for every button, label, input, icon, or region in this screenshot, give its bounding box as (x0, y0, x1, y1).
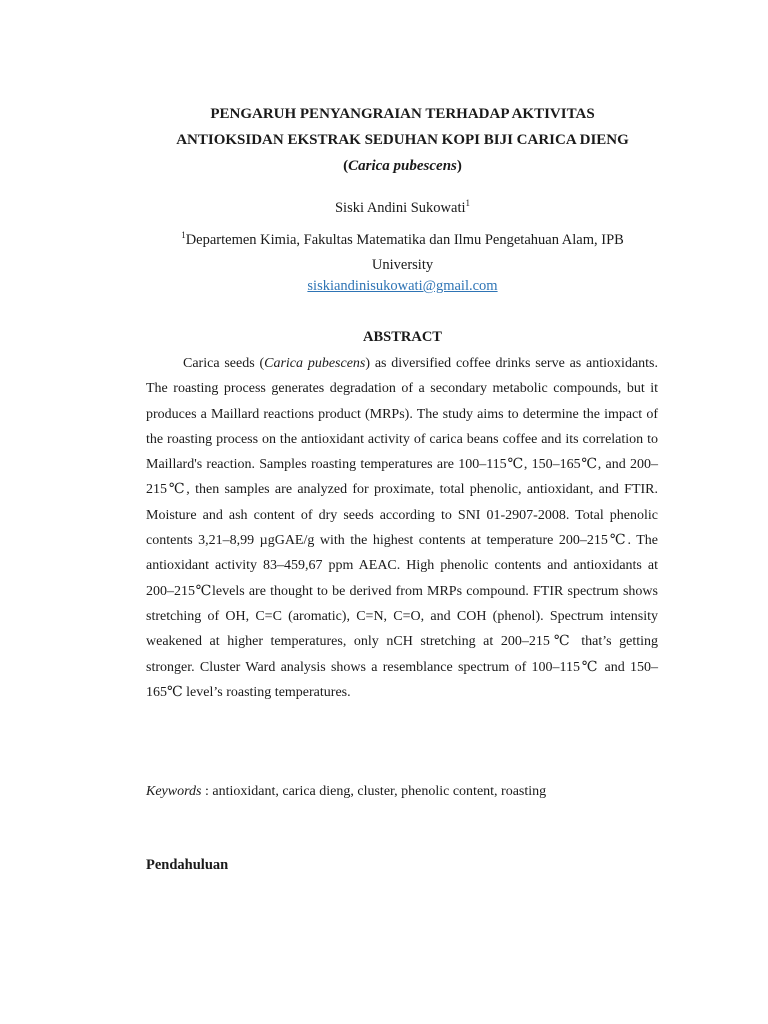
abstract-body (146, 351, 658, 705)
title-line-1: PENGARUH PENYANGRAIAN TERHADAP AKTIVITAS (210, 106, 595, 122)
keywords-text: : antioxidant, carica dieng, cluster, phenolic content, roasting (201, 784, 547, 799)
title-species: Carica pubescens (348, 158, 457, 174)
author-line (140, 200, 665, 217)
abstract-species: Carica pubescens (264, 356, 366, 371)
keywords-line (146, 781, 658, 803)
paper-title (140, 101, 665, 179)
affiliation (150, 228, 655, 278)
title-line-3 (140, 153, 665, 179)
title-paren-close: ) (456, 158, 462, 174)
keywords-label: Keywords (146, 784, 202, 799)
abstract-heading: ABSTRACT (363, 329, 442, 345)
author-superscript: 1 (465, 198, 471, 209)
affiliation-superscript: 1 (181, 230, 186, 241)
affiliation-text: Departemen Kimia, Fakultas Matematika dan Ilmu Pengetahuan Alam, IPB University (185, 232, 624, 273)
author-name: Siski Andini Sukowati (334, 200, 466, 216)
section-heading: Pendahuluan (146, 857, 229, 873)
author-email-link[interactable]: siskiandinisukowati@gmail.com (307, 278, 498, 294)
abstract-text-1: Carica seeds ( (183, 356, 265, 371)
abstract-text-2: ) as diversified coffee drinks serve as antioxidants. The roasting process generates degradation of a secondary metabolic compounds, but it produces a Maillard reactions product (MRPs). The study aims to determine the impact of the roasting process on the antioxidant activity of carica beans coffee and its correlation to Maillard's reaction. Samples roasting temperatures are 100–115℃, 150–165℃, and 200–215℃, then samples are analyzed for proximate, total phenolic, antioxidant, and FTIR. Moisture and ash content of dry seeds according to SNI 01-2907-2008. Total phenolic contents 3,21–8,99 µgGAE/g with the highest contents at temperature 200–215℃. The antioxidant activity 83–459,67 ppm AEAC. High phenolic contents and antioxidants at 200–215℃levels are thought to be derived from MRPs compound. FTIR spectrum shows stretching of OH, C=C (aromatic), C=N, C=O, and COH (phenol). Spectrum intensity weakened at higher temperatures, only nCH stretching at 200–215℃ that’s getting stronger. Cluster Ward analysis shows a resemblance spectrum of 100–115℃ and 150–165℃ level’s roasting temperatures. (146, 356, 658, 700)
title-line-2: ANTIOKSIDAN EKSTRAK SEDUHAN KOPI BIJI CARICA DIENG (176, 132, 629, 148)
abstract-paragraph (146, 351, 658, 705)
title-paren-open: ( (343, 158, 349, 174)
